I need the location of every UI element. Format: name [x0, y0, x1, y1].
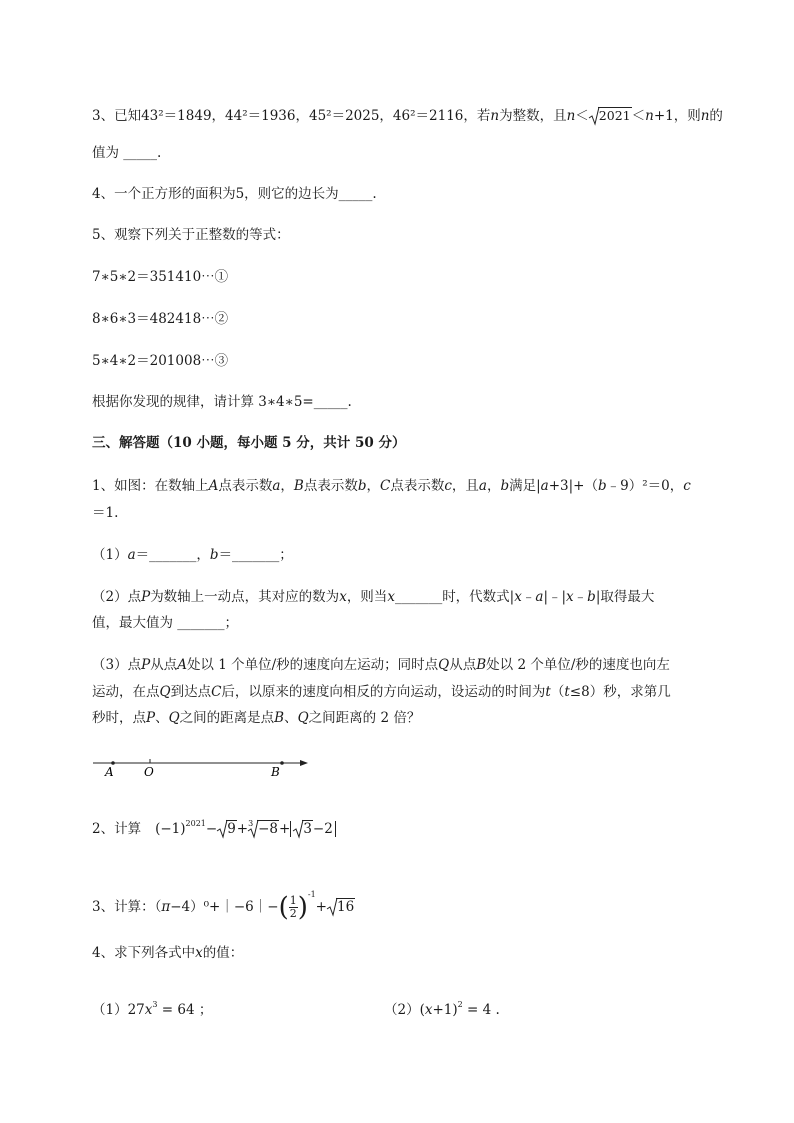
p1-text: 点表示数 [390, 478, 445, 494]
p2-label: 2、计算 [92, 821, 142, 837]
p1-text: 到达点 [170, 684, 212, 700]
p4-text: （1） [92, 1002, 128, 1018]
label-b: B [271, 765, 280, 779]
p1-text: 点表示数 [218, 478, 273, 494]
p1-text: +3|+（ [548, 478, 598, 494]
p1-var: B [476, 657, 487, 673]
p4-eq: 27 [127, 1002, 145, 1018]
sqrt-sign-icon [217, 820, 227, 838]
p1-text: 满足| [509, 478, 541, 494]
p1-var: Q [438, 657, 450, 673]
p1-text: ﹣9）²＝0， [606, 478, 684, 494]
p1-var: x [339, 589, 347, 605]
p2-abs [290, 821, 336, 837]
p2-radicand: 3 [303, 821, 312, 837]
p1-text: （2）点 [92, 589, 142, 605]
p3-exp: -1 [307, 890, 316, 899]
sqrt-sign-icon [293, 820, 303, 838]
p1-var: P [141, 589, 151, 605]
q3-var-n: n [566, 108, 576, 124]
p1-var: b [500, 478, 510, 494]
p1-text: 1、如图：在数轴上 [92, 478, 209, 494]
p1-var: B [274, 710, 285, 726]
p1-text: ﹣ [573, 589, 588, 605]
p1-text: 为数轴上一动点，其对应的数为 [150, 589, 340, 605]
q3-var-n: n [700, 108, 710, 124]
problem-4 [92, 943, 243, 963]
problem-1-line2: ＝1. [92, 505, 119, 521]
fill-question-4: 4、一个正方形的面积为5，则它的边长为_____. [92, 186, 377, 202]
q3-prefix: 3、已知 [92, 108, 142, 124]
p1-text: |﹣| [543, 589, 567, 605]
pattern-equation-1: 7∗5∗2＝351410⋯① [92, 269, 229, 285]
p4-eq: ( [419, 1002, 425, 1018]
p3-rparen: ) [297, 892, 308, 923]
problem-3 [92, 875, 355, 928]
problem-4-sub2 [384, 995, 500, 1020]
p1-var: Q [297, 710, 309, 726]
cube-root-sign-icon [248, 820, 258, 838]
p1-text: 、 [284, 710, 298, 726]
p1-var: x [566, 589, 574, 605]
q3-radicand: 2021 [598, 108, 631, 123]
q3-lt2: ＜ [631, 108, 646, 124]
p1-text: 从点 [449, 657, 477, 673]
p3-fraction [289, 895, 298, 920]
p2-sqrt9 [217, 819, 237, 839]
p1-var: x [387, 589, 395, 605]
p1-text: ， [486, 478, 501, 494]
q3-sqrt [589, 106, 632, 126]
p1-text: ， [366, 478, 380, 494]
p4-var: x [195, 945, 203, 961]
fill-question-5: 5、观察下列关于正整数的等式： [92, 227, 290, 243]
problem-4-sub1 [92, 995, 212, 1020]
p4-text: （2） [384, 1002, 420, 1018]
p4-eq: = 4 . [462, 1002, 500, 1018]
p1-var: B [293, 478, 304, 494]
p2-op: + [236, 821, 249, 837]
sqrt-sign-icon [589, 107, 599, 125]
p1-var: b [587, 589, 596, 605]
sqrt-sign-icon [327, 898, 337, 916]
p1-text: 、 [155, 710, 169, 726]
p1-text: 处以 1 个单位/秒的速度向左运动；同时点 [186, 657, 439, 673]
p1-var: a [478, 478, 487, 494]
p3-op: + [315, 899, 327, 915]
fill-question-5-ask: 根据你发现的规律，请计算 3∗4∗5=_____. [92, 394, 352, 410]
p3-pi: π [161, 899, 171, 915]
p3-denominator: 2 [289, 907, 297, 920]
section-heading: 三、解答题（10 小题，每小题 5 分，共计 50 分） [92, 435, 406, 451]
p1-text: 之间距离的 2 倍？ [308, 710, 421, 726]
p1-text: |取得最大 [595, 589, 655, 605]
p1-var: P [141, 657, 151, 673]
p2-cbrt [248, 819, 279, 839]
label-a: A [105, 765, 114, 779]
p3-numerator: 1 [289, 894, 297, 907]
problem-2 [92, 814, 336, 839]
q3-end: 的 [709, 108, 723, 124]
p1-text: 之间的距离是点 [179, 710, 275, 726]
axis-arrow-icon [300, 760, 308, 766]
p4-eq: = 64 ； [157, 1002, 213, 1018]
p1-var: a [535, 589, 544, 605]
p1-var: A [177, 657, 187, 673]
p2-op: − [205, 821, 218, 837]
q3-plus1: +1，则 [653, 108, 701, 124]
problem-1-sub3-line2 [92, 682, 671, 702]
pattern-equation-2: 8∗6∗3＝482418⋯② [92, 311, 229, 327]
p1-text: 点表示数 [303, 478, 358, 494]
p3-text: −4）⁰+｜−6｜− [170, 899, 279, 915]
p1-var: t [564, 684, 570, 700]
p1-text: _______时，代数式| [394, 589, 515, 605]
fill-question-3-line1 [92, 106, 723, 126]
p1-text: ，则当 [346, 589, 388, 605]
p4-eq: +1) [432, 1002, 458, 1018]
p1-text: ，且 [451, 478, 479, 494]
p1-var: x [514, 589, 522, 605]
p1-var: P [146, 710, 156, 726]
p1-var: a [272, 478, 281, 494]
p2-sqrt3 [293, 819, 313, 839]
p2-radicand: 9 [227, 821, 236, 837]
p3-label: 3、计算：（ [92, 899, 162, 915]
p1-text: ≤8）秒，求第几 [569, 684, 671, 700]
p1-text: 后，以原来的速度向相反的方向运动，设运动的时间为 [221, 684, 546, 700]
q3-mid: 为整数，且 [499, 108, 567, 124]
p2-base: (−1) [155, 821, 186, 837]
p1-text: 处以 2 个单位/秒的速度也向左 [486, 657, 670, 673]
p1-var: a [540, 478, 549, 494]
p1-var: C [379, 478, 391, 494]
p1-var: b [209, 547, 219, 563]
p1-var: Q [159, 684, 171, 700]
p2-exp: 2021 [185, 819, 206, 828]
p4-exp: 2 [457, 1000, 463, 1009]
problem-1-sub3-line3 [92, 708, 420, 728]
p3-sqrt16 [327, 897, 355, 917]
q3-facts: 43²＝1849，44²＝1936，45²＝2025，46²＝2116，若 [141, 108, 491, 124]
problem-1-sub1 [92, 545, 293, 565]
p1-text: （1） [92, 547, 128, 563]
p4-text: 4、求下列各式中 [92, 945, 196, 961]
p1-var: a [127, 547, 136, 563]
p1-var: Q [168, 710, 180, 726]
pattern-equation-3: 5∗4∗2＝201008⋯③ [92, 353, 229, 369]
p2-op: + [279, 821, 291, 837]
p4-var: x [424, 1002, 433, 1018]
p2-op: −2 [312, 821, 333, 837]
p1-var: b [357, 478, 367, 494]
p1-text: ， [280, 478, 294, 494]
p4-text: 的值： [202, 945, 244, 961]
problem-1-line1 [92, 476, 691, 496]
q3-var-n: n [490, 108, 500, 124]
p1-var: b [598, 478, 607, 494]
p1-var: c [683, 478, 691, 494]
p2-radicand: −8 [258, 821, 279, 837]
p1-text: （3）点 [92, 657, 142, 673]
p1-text: 秒时，点 [92, 710, 146, 726]
p1-text: 运动，在点 [92, 684, 160, 700]
problem-1-sub2-line2: 值，最大值为 _______； [92, 615, 239, 631]
p1-text: ﹣ [521, 589, 536, 605]
problem-1-sub3-line1 [92, 655, 670, 675]
fill-question-3-line2: 值为 _____. [92, 145, 162, 161]
point-b-dot [280, 761, 284, 765]
p1-var: c [444, 478, 452, 494]
p3-lparen: ( [278, 892, 289, 923]
p1-var: t [545, 684, 551, 700]
label-o: O [144, 765, 154, 779]
p4-exp: 3 [152, 1000, 158, 1009]
p4-var: x [144, 1002, 153, 1018]
number-line-figure [90, 752, 320, 782]
p1-text: 从点 [150, 657, 178, 673]
problem-1-sub2-line1 [92, 587, 654, 607]
p1-var: A [208, 478, 219, 494]
p1-var: C [211, 684, 222, 700]
p1-text: ＝_______， [135, 547, 210, 563]
p3-radicand: 16 [336, 899, 355, 915]
p1-text: （ [550, 684, 565, 700]
p2-cube-index: 3 [248, 819, 254, 828]
q3-var-n: n [645, 108, 654, 124]
p1-text: ＝_______； [218, 547, 293, 563]
q3-lt: ＜ [575, 108, 589, 124]
